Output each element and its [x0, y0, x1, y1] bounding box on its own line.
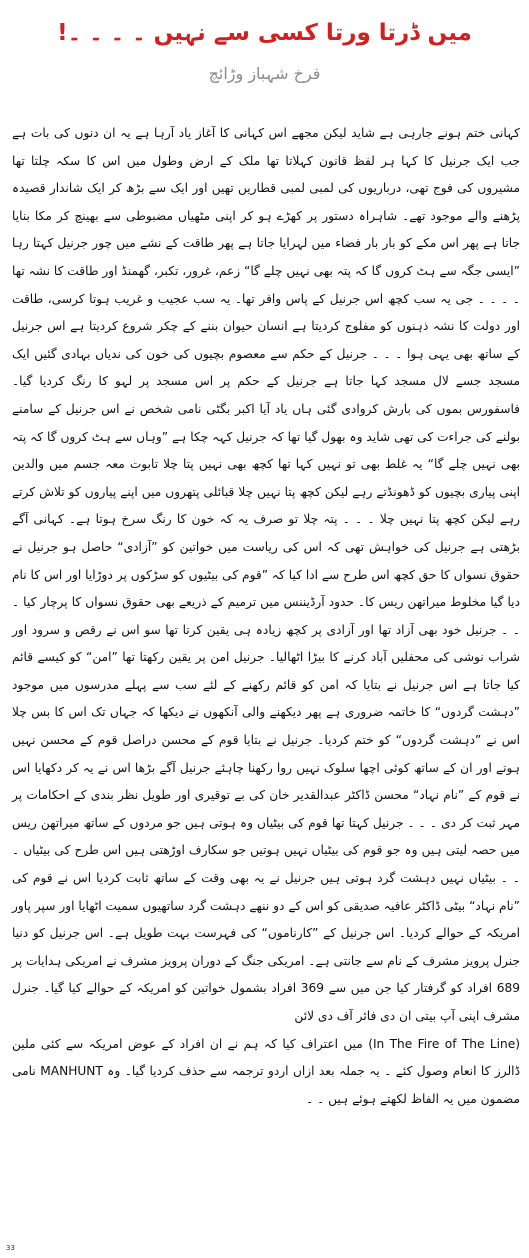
- article-paragraph-2-text: میں اعتراف کیا کہ ہم نے ان افراد کے عوض امریکہ سے کئی ملین ڈالرز کا انعام وصول کئے ۔ یہ جملہ بعد ازاں اردو ترجمہ سے حذف کردیا گیا۔ وہ MANHUNT نامی مضمون میں یہ الفاظ لکھتے ہوئے ہیں ۔ ۔: [12, 1036, 520, 1106]
- author-byline: فرخ شہباز وڑائچ: [208, 64, 321, 83]
- page-number: 33: [6, 1244, 15, 1252]
- article-paragraph-1: کہانی ختم ہونے جارہی ہے شاید لیکن مجھے اس کہانی کا آغاز یاد آرہا ہے یہ ان دنوں کی بات ہے جب ایک جرنیل کا کہا ہر لفظ قانون کہلاتا تھا ملک کے ارض وطول میں اس کا سکہ چلتا تھا مشیروں کی فوج تھی، درباریوں کی لمبی لمبی قطاریں تھیں اور ایک سے بڑھ کر ایک شاندار قصیدہ پڑھنے والے موجود تھے۔ شاہراہ دستور پر کھڑے ہو کر اپنی مٹھیاں مضبوطی سے بھینچ کر مکا بنایا جاتا ہے پھر اس مکے کو بار بار فضاء میں لہرایا جاتا ہے پھر طاقت کے نشے میں چور جرنیل کہتا رہا ”ایسی جگہ سے ہٹ کروں گا کہ پتہ بھی نہیں چلے گا“ زعم، غرور، تکبر، گھمنڈ اور طاقت کا نشہ تھا ۔ ۔ ۔ ۔ جی یہ سب کچھ اس جرنیل کے پاس وافر تھا۔ یہ سب عجیب و غریب ہوتا کرسی، طاقت اور دولت کا نشہ ذہنوں کو مفلوج کردیتا ہے انسان حیوان بننے کے چکر شروع کردیتا ہے اس جرنیل کے ساتھ بھی یہی ہوا ۔ ۔ ۔ جرنیل کے حکم سے معصوم بچیوں کی خون کی ندیاں بہادی گئیں ایک مسجد جسے لال مسجد کہا جاتا ہے جرنیل کے حکم پر اس مسجد پر لہو کا رنگ کردیا گیا۔ فاسفورس بموں کی بارش کروادی گئی ہاں یاد آیا اکبر بگٹی نامی شخص نے اس جرنیل کے سامنے بولنے کی جراءت کی تھی شاید وہ بھول گیا تھا کہ جرنیل کہہ چکا ہے ”وہاں سے ہٹ کروں گا کہ پتہ بھی نہیں چلے گا“ یہ غلط بھی تو نہیں کہا تھا کچھ بھی نہیں پتا چلا تابوت معہ جسم میں والدین اپنی پیاری بچیوں کو ڈھونڈتے رہے لیکن کچھ پتا نہیں چلا قبائلی پتھروں میں اپنے پیاروں کو تلاش کرتے رہے لیکن کچھ پتا نہیں چلا ۔ ۔ ۔ پتہ چلا تو صرف یہ کہ خون کا رنگ سرخ ہوتا ہے۔ کہانی آگے بڑھتی ہے جرنیل کی خواہش تھی کہ اس کی ریاست میں خواتین کو ”آزادی“ حاصل ہو جرنیل نے حقوق نسواں کا حق کچھ اس طرح سے ادا کیا کہ ”قوم کی بیٹیوں کو سڑکوں پر دوڑایا اور اس کا نام دیا گیا مخلوط میراتھن ریس کا۔ حدود آرڈیننس میں ترمیم کے ذریعے بھی حقوق نسواں کا پرچار کیا ۔ ۔ ۔ جرنیل خود بھی آزاد تھا اور آزادی پر کچھ زیادہ ہی یقین کرتا تھا سو اس نے رقص و سرود اور شراب نوشی کی محفلیں آباد کرنے کا بیڑا اٹھالیا۔ جرنیل امن پر یقین رکھتا تھا ”امن“ کو کیسے قائم کیا جاتا ہے اس جرنیل نے بتایا کہ امن کو قائم رکھنے کے لئے سب سے پہلے مدرسوں میں موجود ”دہشت گردوں“ کا خاتمہ ضروری ہے پھر دیکھنے والی آنکھوں نے دیکھا کہ جہاں تک اس کا بس چلا اس نے ”دہشت گردوں“ کو ختم کردیا۔ جرنیل نے بتایا قوم کے محسن دراصل قوم کے محسن نہیں ہوتے اور ان کے ساتھ کوئی اچھا سلوک نہیں روا رکھنا چاہئے جرنیل آگے بڑھا اس نے یہ کر دکھایا اس نے قوم کے ”نام نہاد“ محسن ڈاکٹر عبدالقدیر خان کی بے توقیری اور طویل نظر بندی کے احکامات پر مہر ثبت کر دی ۔ ۔ ۔ جرنیل کہتا تھا قوم کی بیٹیاں وہ ہوتی ہیں جو مردوں کے ساتھ میراتھن ریس میں حصہ لیتی ہیں وہ جو قوم کی بیٹیاں نہیں ہوتیں جو سکارف اوڑھتی ہیں اس طرح کی بیٹیاں ۔ ۔ ۔ بیٹیاں نہیں دہشت گرد ہوتی ہیں جرنیل نے یہ بھی وقت کے ساتھ ثابت کردیا اس نے قوم کی ”نام نہاد“ بیٹی ڈاکٹر عافیہ صدیقی کو اس کے دو ننھے دہشت گرد ساتھیوں سمیت اٹھایا اور سپر پاور امریکہ کے حوالے کردیا۔ اس جرنیل کے ”کارناموں“ کی فہرست بہت طویل ہے۔ اس جرنیل کو دنیا جنرل پرویز مشرف کے نام سے جانتی ہے۔ امریکی جنگ کے دوران پرویز مشرف نے امریکی ہدایات پر 689 افراد کو گرفتار کیا جن میں سے 369 افراد بشمول خواتین کو امریکہ کے حوالے کیا گیا۔ جنرل مشرف اپنی آپ بیتی ان دی فائر آف دی لائن: [12, 126, 520, 1023]
- article-paragraph-2: [12, 1031, 520, 1114]
- book-title-english: (In The Fire of The Line): [368, 1036, 521, 1051]
- article-body: [12, 120, 520, 1113]
- article-title: میں ڈرتا ورتا کسی سے نہیں ۔ ۔ ۔ ۔!: [57, 20, 472, 46]
